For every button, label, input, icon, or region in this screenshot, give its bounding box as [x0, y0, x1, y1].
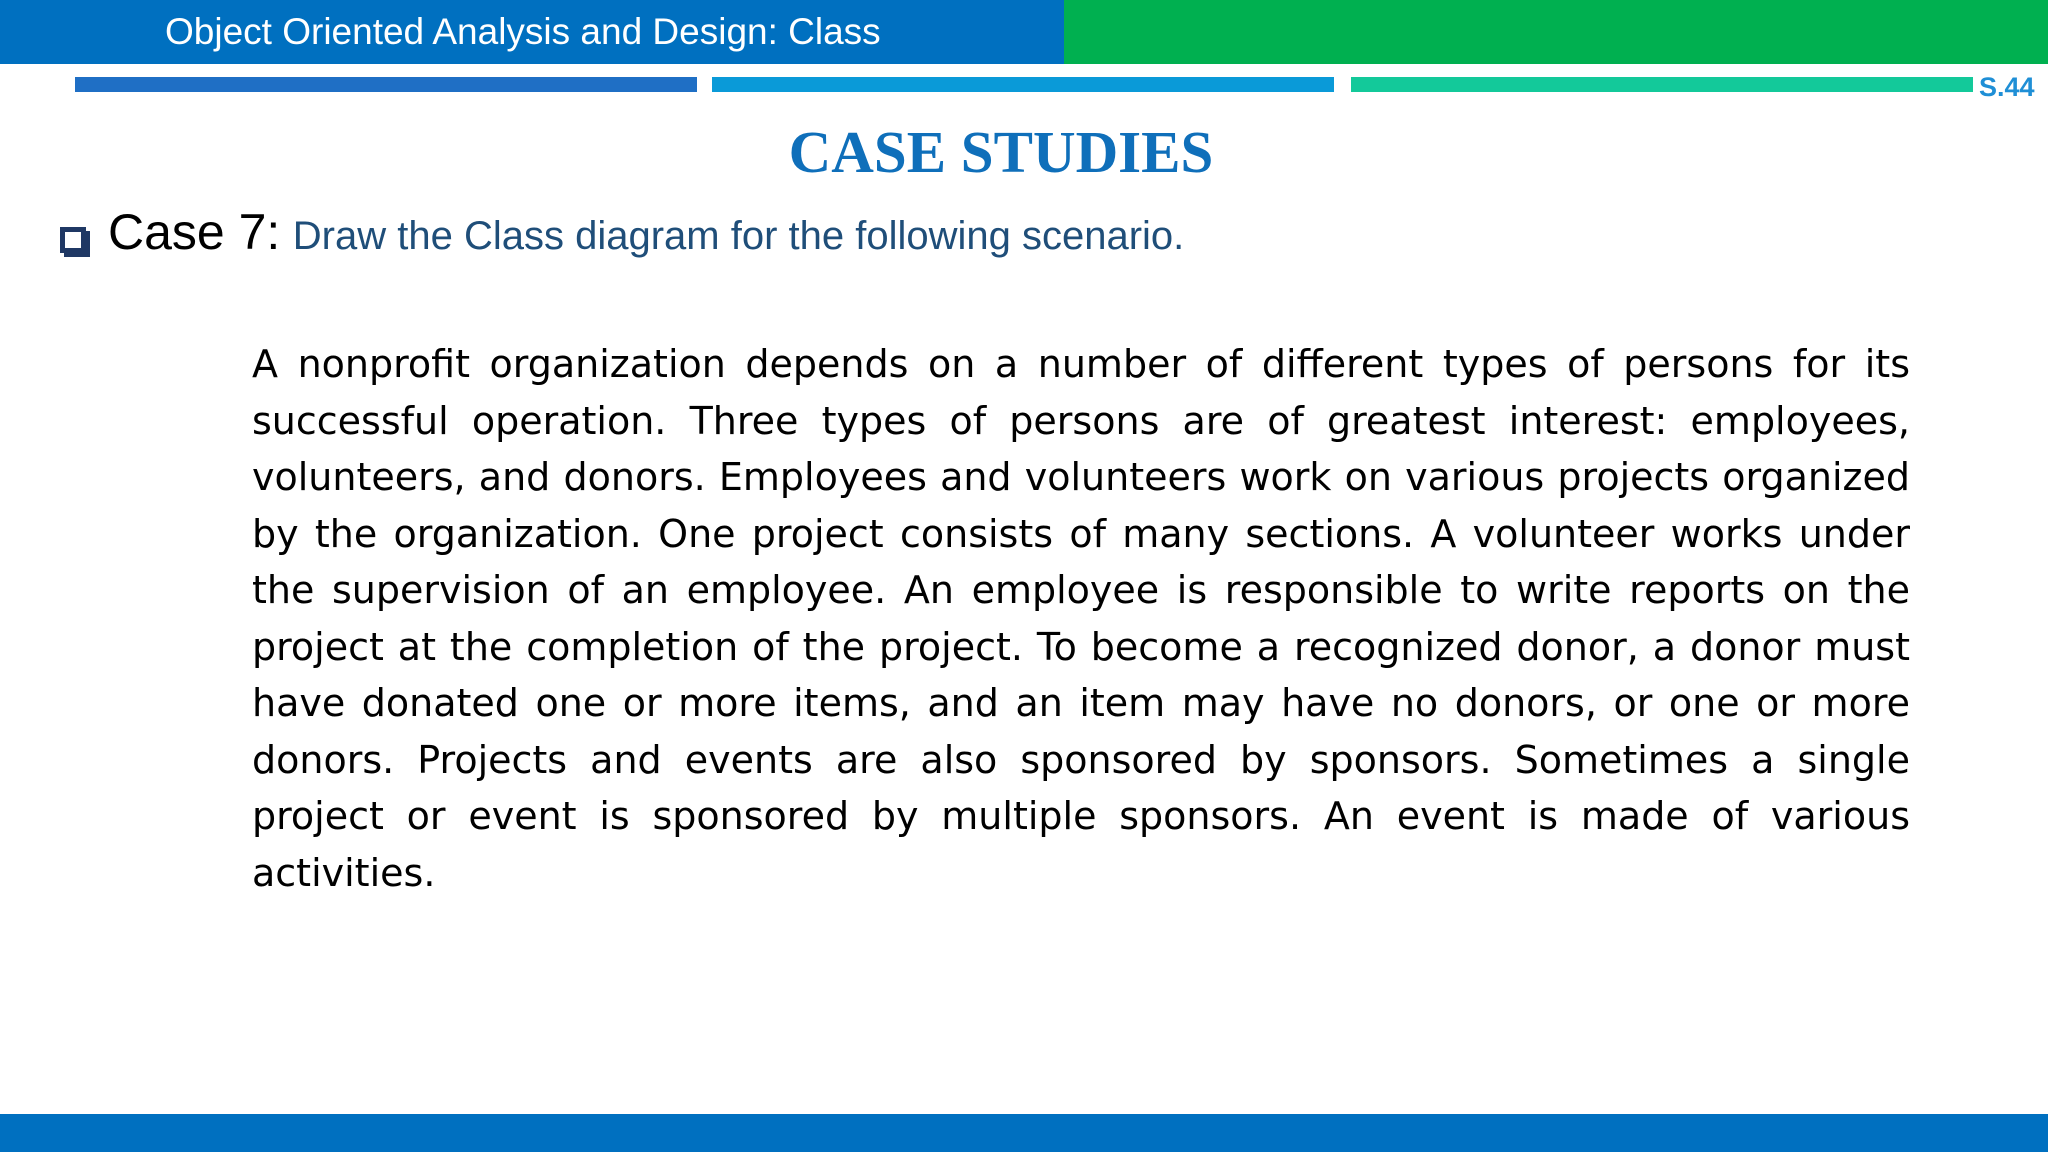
header-title: Object Oriented Analysis and Design: Class [165, 11, 881, 52]
case-label: Case 7: [108, 204, 281, 260]
header-bar-green [1064, 0, 2048, 64]
decorative-stripe-2 [712, 77, 1334, 92]
case-heading [60, 202, 1184, 275]
decorative-stripe-3 [1351, 77, 1973, 92]
footer-bar [0, 1114, 2048, 1152]
page-title: CASE STUDIES [788, 119, 1214, 185]
slide-number: S.44 [1979, 72, 2035, 102]
decorative-stripe-1 [75, 77, 697, 92]
checkbox-icon [60, 227, 86, 253]
scenario-paragraph: A nonprofit organization depends on a number of different types of persons for its successful operation. Three types of persons are of greatest interest: employees, volunteers, and donors. Employees and volunteers work on various projects organized by the organization. One project consists of many sections. A volunteer works under the supervision of an employee. An employee is responsible to write reports on the project at the completion of the project. To become a recognized donor, a donor must have donated one or more items, and an item may have no donors, or one or more donors. Projects and events are also sponsored by sponsors. Sometimes a single project or event is sponsored by multiple sponsors. An event is made of various activities. [252, 342, 1910, 895]
case-instruction: Draw the Class diagram for the following scenario. [292, 214, 1185, 258]
